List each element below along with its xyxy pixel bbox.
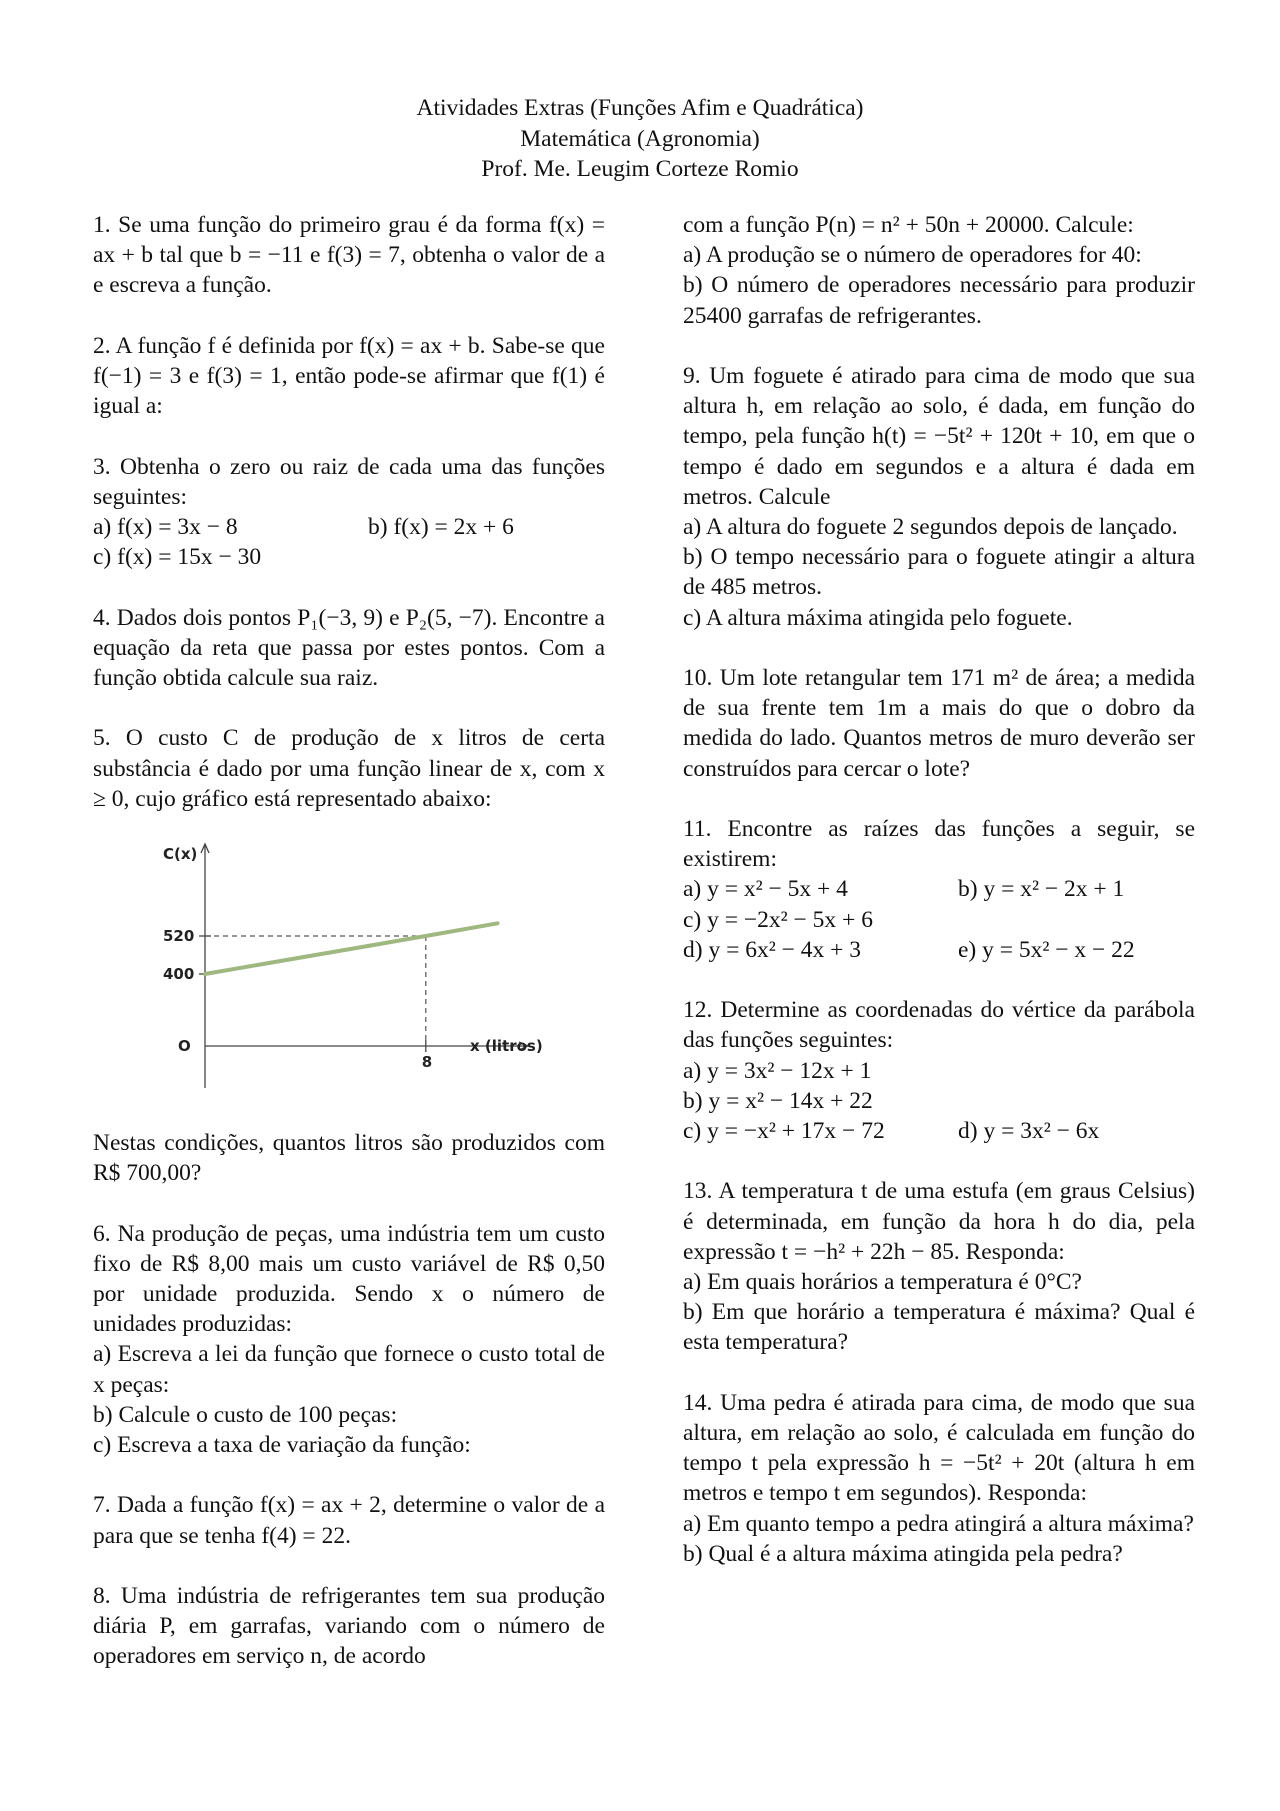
question-14-item-a: a) Em quanto tempo a pedra atingirá a altura máxima? <box>683 1510 1194 1537</box>
question-3-row-ab <box>93 512 605 542</box>
question-1 <box>93 210 605 301</box>
question-12-item-a: a) y = 3x² − 12x + 1 <box>683 1057 872 1084</box>
question-12 <box>683 995 1195 1146</box>
question-5-intro: 5. O custo C de produção de x litros de certa substância é dado por uma função linear de x, com x ≥ 0, cujo gráfico está representado abaixo: <box>93 725 605 812</box>
question-9 <box>683 361 1195 633</box>
question-3-item-a: a) f(x) = 3x − 8 <box>93 514 238 540</box>
question-6 <box>93 1219 605 1461</box>
question-8-text: 8. Uma indústria de refrigerantes tem sua produção diária P, em garrafas, variando com o número de operadores em serviço n, de acordo <box>93 1583 605 1670</box>
cost-graph-svg <box>93 838 605 1104</box>
question-9-item-a: a) A altura do foguete 2 segundos depois de lançado. <box>683 514 1178 541</box>
question-7 <box>93 1490 605 1550</box>
question-13 <box>683 1176 1195 1357</box>
question-11-item-e: e) y = 5x² − x − 22 <box>958 936 1135 963</box>
question-4-text: 4. Dados dois pontos P₁(−3, 9) e P₂(5, −7). Encontre a equação da reta que passa por estes pontos. Com a função obtida calcule sua raiz. <box>93 604 605 691</box>
question-11-item-a: a) y = x² − 5x + 4 <box>683 876 848 903</box>
y-tick-label-520: 520 <box>163 927 195 945</box>
question-3-item-c: c) f(x) = 15x − 30 <box>93 544 262 571</box>
x-axis-label: x (litros) <box>470 1037 543 1055</box>
cost-graph <box>93 838 605 1128</box>
question-3-intro: 3. Obtenha o zero ou raiz de cada uma das funções seguintes: <box>93 453 605 510</box>
question-6-item-a: a) Escreva a lei da função que fornece o custo total de x peças: <box>93 1341 605 1398</box>
y-axis-label: C(x) <box>163 845 198 863</box>
question-10-text: 10. Um lote retangular tem 171 m² de área; a medida de sua frente tem 1m a mais do que o dobro da medida do lado. Quantos metros de muro deverão ser construídos para cercar o lote? <box>683 665 1195 782</box>
x-tick-label-8: 8 <box>421 1053 433 1071</box>
question-13-item-b: b) Em que horário a temperatura é máxima? Qual é esta temperatura? <box>683 1299 1195 1356</box>
question-5-after: Nestas condições, quantos litros são produzidos com R$ 700,00? <box>93 1130 605 1187</box>
question-14 <box>683 1388 1195 1569</box>
question-12-item-c: c) y = −x² + 17x − 72 <box>683 1118 885 1145</box>
question-11-item-b: b) y = x² − 2x + 1 <box>958 876 1125 903</box>
question-6-item-c: c) Escreva a taxa de variação da função: <box>93 1432 471 1459</box>
question-6-item-b: b) Calcule o custo de 100 peças: <box>93 1401 398 1428</box>
question-12-intro: 12. Determine as coordenadas do vértice da parábola das funções seguintes: <box>683 997 1195 1054</box>
question-3-item-b: b) f(x) = 2x + 6 <box>368 514 514 540</box>
question-11-row-de <box>683 935 1195 965</box>
question-5 <box>93 723 605 1188</box>
question-13-item-a: a) Em quais horários a temperatura é 0°C? <box>683 1269 1082 1296</box>
left-column <box>93 210 605 1702</box>
question-9-item-c: c) A altura máxima atingida pelo foguete. <box>683 604 1073 631</box>
question-13-intro: 13. A temperatura t de uma estufa (em graus Celsius) é determinada, em função da hora h do dia, pela expressão t = −h² + 22h − 85. Responda: <box>683 1178 1195 1265</box>
question-8 <box>93 1581 605 1672</box>
question-10 <box>683 663 1195 784</box>
course-name: Matemática (Agronomia) <box>520 125 760 152</box>
question-6-intro: 6. Na produção de peças, uma indústria tem um custo fixo de R$ 8,00 mais um custo variável de R$ 0,50 por unidade produzida. Sendo x o número de unidades produzidas: <box>93 1220 605 1338</box>
question-7-text: 7. Dada a função f(x) = ax + 2, determine o valor de a para que se tenha f(4) = 22. <box>93 1492 605 1549</box>
question-1-text: 1. Se uma função do primeiro grau é da forma f(x) = ax + b tal que b = −11 e f(3) = 7, obtenha o valor de a e escreva a função. <box>93 212 605 299</box>
origin-label: O <box>178 1037 191 1055</box>
y-tick-label-400: 400 <box>163 965 195 983</box>
professor-name: Prof. Me. Leugim Corteze Romio <box>481 156 799 182</box>
question-8-cont-intro: com a função P(n) = n² + 50n + 20000. Calcule: <box>683 212 1134 238</box>
question-14-item-b: b) Qual é a altura máxima atingida pela pedra? <box>683 1540 1123 1567</box>
question-11 <box>683 814 1195 965</box>
question-8-item-a: a) A produção se o número de operadores for 40: <box>683 242 1142 269</box>
question-2-text: 2. A função f é definida por f(x) = ax + b. Sabe-se que f(−1) = 3 e f(3) = 1, então pode-se afirmar que f(1) é igual a: <box>93 332 605 420</box>
question-8-item-b: b) O número de operadores necessário para produzir 25400 garrafas de refrigerantes. <box>683 272 1195 329</box>
question-11-row-ab <box>683 874 1195 904</box>
question-11-item-c: c) y = −2x² − 5x + 6 <box>683 906 873 933</box>
worksheet-title: Atividades Extras (Funções Afim e Quadrática) <box>416 95 864 121</box>
header <box>0 93 1280 185</box>
question-11-intro: 11. Encontre as raízes das funções a seguir, se existirem: <box>683 816 1195 873</box>
question-12-row-cd <box>683 1116 1195 1146</box>
question-3 <box>93 452 605 573</box>
question-12-item-b: b) y = x² − 14x + 22 <box>683 1087 873 1114</box>
right-column <box>683 210 1195 1599</box>
question-8-continued <box>683 210 1195 331</box>
question-9-item-b: b) O tempo necessário para o foguete atingir a altura de 485 metros. <box>683 544 1195 601</box>
question-4 <box>93 603 605 694</box>
question-9-intro: 9. Um foguete é atirado para cima de modo que sua altura h, em relação ao solo, é dada, em função do tempo, pela função h(t) = −5t² + 120t + 10, em que o tempo é dado em segundos e a altura é dada em metros. Calcule <box>683 363 1195 510</box>
cost-line <box>205 923 498 974</box>
question-14-intro: 14. Uma pedra é atirada para cima, de modo que sua altura, em relação ao solo, é calculada em função do tempo t pela expressão h = −5t² + 20t (altura h em metros e tempo t em segundos). Responda: <box>683 1389 1195 1507</box>
question-2 <box>93 331 605 422</box>
question-11-item-d: d) y = 6x² − 4x + 3 <box>683 936 862 963</box>
question-12-item-d: d) y = 3x² − 6x <box>958 1118 1100 1145</box>
